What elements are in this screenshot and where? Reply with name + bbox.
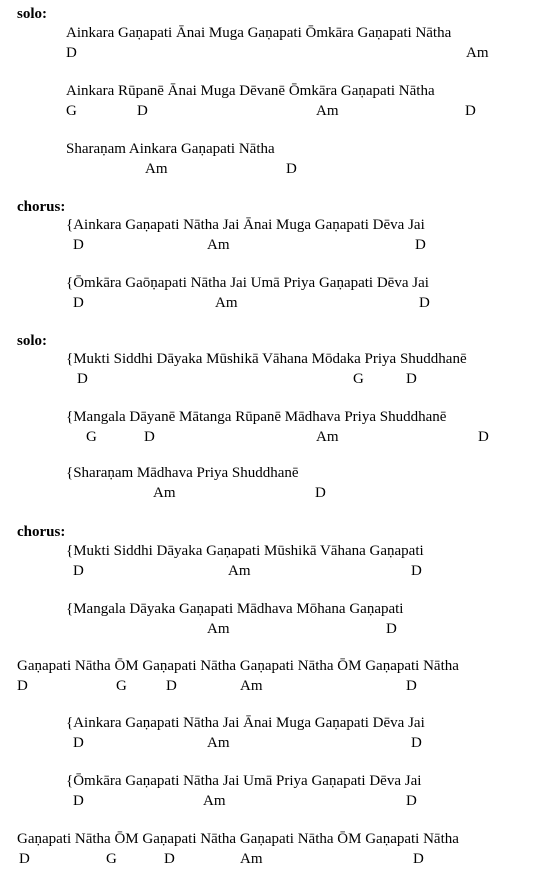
chord: D — [411, 563, 422, 579]
chord: D — [73, 793, 84, 809]
chord: D — [73, 563, 84, 579]
chord: D — [73, 237, 84, 253]
chord: D — [166, 678, 177, 694]
chord: Am — [316, 103, 339, 119]
chord: D — [19, 851, 30, 867]
chord: D — [386, 621, 397, 637]
lyric-line: Ainkara Rūpanē Ānai Muga Dēvanē Ōmkāra Gaṇapati Nātha — [66, 83, 435, 99]
chord: Am — [240, 678, 263, 694]
chord: Am — [228, 563, 251, 579]
lyric-line: Gaṇapati Nātha ŌM Gaṇapati Nātha Gaṇapati Nātha ŌM Gaṇapati Nātha — [17, 658, 459, 674]
chord: D — [73, 735, 84, 751]
chord: D — [164, 851, 175, 867]
chord: D — [286, 161, 297, 177]
lyric-line: {Ōmkāra Gaṇapati Nātha Jai Umā Priya Gaṇapati Dēva Jai — [66, 773, 422, 789]
lyric-line: {Mukti Siddhi Dāyaka Gaṇapati Mūshikā Vāhana Gaṇapati — [66, 543, 424, 559]
chord: D — [419, 295, 430, 311]
chord: D — [144, 429, 155, 445]
lyric-line: {Sharaṇam Mādhava Priya Shuddhanē — [66, 465, 299, 481]
section-label-chorus-1: chorus: — [17, 199, 66, 215]
chord: Am — [466, 45, 489, 61]
chord: D — [77, 371, 88, 387]
lyric-line: {Mukti Siddhi Dāyaka Mūshikā Vāhana Mōdaka Priya Shuddhanē — [66, 351, 467, 367]
lyric-line: Gaṇapati Nātha ŌM Gaṇapati Nātha Gaṇapati Nātha ŌM Gaṇapati Nātha — [17, 831, 459, 847]
chord: G — [106, 851, 117, 867]
chord: D — [411, 735, 422, 751]
lyric-line: {Mangala Dāyanē Mātanga Rūpanē Mādhava Priya Shuddhanē — [66, 409, 447, 425]
chord: Am — [316, 429, 339, 445]
chord: D — [465, 103, 476, 119]
lyric-line: {Ainkara Gaṇapati Nātha Jai Ānai Muga Gaṇapati Dēva Jai — [66, 715, 425, 731]
section-label-solo-2: solo: — [17, 333, 47, 349]
chord: Am — [153, 485, 176, 501]
chord: Am — [240, 851, 263, 867]
chord: Am — [215, 295, 238, 311]
chord: G — [353, 371, 364, 387]
chord: D — [413, 851, 424, 867]
chord: D — [17, 678, 28, 694]
chord: D — [406, 371, 417, 387]
chord: Am — [145, 161, 168, 177]
section-label-chorus-2: chorus: — [17, 524, 66, 540]
chord: D — [73, 295, 84, 311]
chord: Am — [207, 237, 230, 253]
chord: D — [406, 678, 417, 694]
chord: D — [66, 45, 77, 61]
section-label-solo-1: solo: — [17, 6, 47, 22]
chord: Am — [207, 621, 230, 637]
chord: G — [116, 678, 127, 694]
chord: G — [86, 429, 97, 445]
chord: Am — [203, 793, 226, 809]
lyric-line: {Ōmkāra Gaōṇapati Nātha Jai Umā Priya Gaṇapati Dēva Jai — [66, 275, 429, 291]
chord: D — [415, 237, 426, 253]
chord: D — [137, 103, 148, 119]
lyric-line: Sharaṇam Ainkara Gaṇapati Nātha — [66, 141, 275, 157]
chord: D — [478, 429, 489, 445]
lyric-line: {Ainkara Gaṇapati Nātha Jai Ānai Muga Gaṇapati Dēva Jai — [66, 217, 425, 233]
chord: D — [406, 793, 417, 809]
lyric-line: Ainkara Gaṇapati Ānai Muga Gaṇapati Ōmkāra Gaṇapati Nātha — [66, 25, 452, 41]
chord: D — [315, 485, 326, 501]
lyric-line: {Mangala Dāyaka Gaṇapati Mādhava Mōhana Gaṇapati — [66, 601, 404, 617]
chord: G — [66, 103, 77, 119]
chord: Am — [207, 735, 230, 751]
